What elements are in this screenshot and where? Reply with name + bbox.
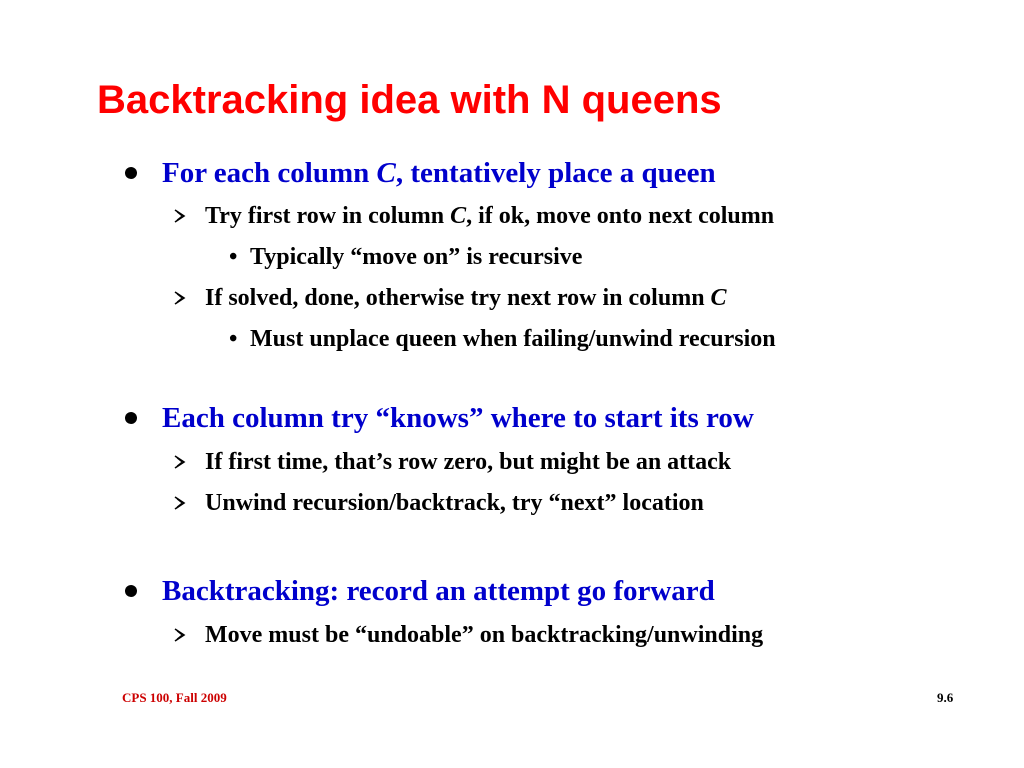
arrowhead-bullet-icon [174, 628, 188, 642]
bullet-item: Each column try “knows” where to start its row [162, 402, 754, 434]
sub-bullet-item: Try first row in column C, if ok, move onto next column [205, 203, 775, 229]
sub-bullet-item: Unwind recursion/backtrack, try “next” location [205, 490, 704, 516]
arrowhead-bullet-icon [174, 209, 188, 223]
bullet-item: For each column C, tentatively place a queen [162, 157, 716, 189]
sub-sub-bullet-item: Typically “move on” is recursive [250, 244, 583, 270]
small-dot-bullet-icon: • [229, 326, 238, 352]
bullet-disc-icon [125, 585, 137, 597]
slide-title: Backtracking idea with N queens [97, 78, 722, 122]
page-number: 9.6 [937, 690, 954, 705]
small-dot-bullet-icon: • [229, 244, 238, 270]
footer-course-label: CPS 100, Fall 2009 [122, 690, 227, 705]
arrowhead-bullet-icon [174, 496, 188, 510]
sub-bullet-item: Move must be “undoable” on backtracking/unwinding [205, 622, 764, 648]
bullet-item: Backtracking: record an attempt go forward [162, 575, 715, 607]
arrowhead-bullet-icon [174, 455, 188, 469]
sub-bullet-item: If solved, done, otherwise try next row in column C [205, 285, 727, 311]
sub-bullet-item: If first time, that’s row zero, but might be an attack [205, 449, 732, 475]
arrowhead-bullet-icon [174, 291, 188, 305]
sub-sub-bullet-item: Must unplace queen when failing/unwind recursion [250, 326, 776, 352]
bullet-disc-icon [125, 167, 137, 179]
bullet-disc-icon [125, 412, 137, 424]
